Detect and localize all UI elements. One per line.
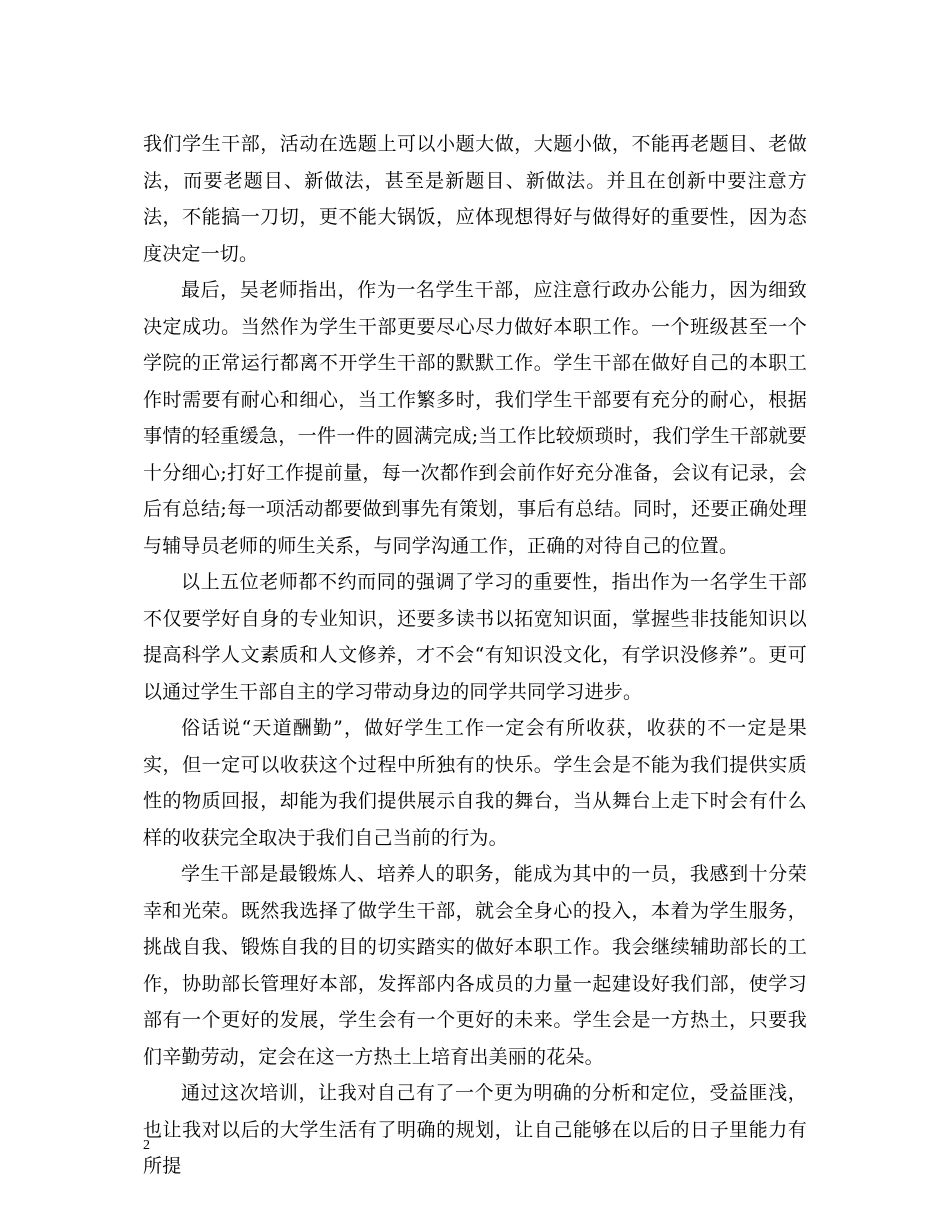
paragraph-2: 最后，吴老师指出，作为一名学生干部，应注意行政办公能力，因为细致决定成功。当然作为学生干部更要尽心尽力做好本职工作。一个班级甚至一个学院的正常运行都离不开学生干部的默默工作。学生干部在做好自己的本职工作时需要有耐心和细心，当工作繁多时，我们学生干部要有充分的耐心，根据事情的轻重缓急，一件一件的圆满完成;当工作比较烦琐时，我们学生干部就要十分细心;打好工作提前量，每一次都作到会前作好充分准备，会议有记录，会后有总结;每一项活动都要做到事先有策划，事后有总结。同时，还要正确处理与辅导员老师的师生关系，与同学沟通工作，正确的对待自己的位置。 [143, 279, 807, 557]
paragraph-3: 以上五位老师都不约而同的强调了学习的重要性，指出作为一名学生干部不仅要学好自身的专业知识，还要多读书以拓宽知识面，掌握些非技能知识以提高科学人文素质和人文修养，才不会“有知识没文化，有学识没修养”。更可以通过学生干部自主的学习带动身边的同学共同学习进步。 [143, 571, 807, 703]
document-body [143, 126, 807, 1185]
paragraph-5: 学生干部是最锻炼人、培养人的职务，能成为其中的一员，我感到十分荣幸和光荣。既然我选择了做学生干部，就会全身心的投入，本着为学生服务，挑战自我、锻炼自我的目的切实踏实的做好本职工作。我会继续辅助部长的工作，协助部长管理好本部，发挥部内各成员的力量一起建设好我们部，使学习部有一个更好的发展，学生会有一个更好的未来。学生会是一方热土，只要我们辛勤劳动，定会在这一方热土上培育出美丽的花朵。 [143, 863, 807, 1068]
paragraph-4: 俗话说“天道酬勤”，做好学生工作一定会有所收获，收获的不一定是果实，但一定可以收获这个过程中所独有的快乐。学生会是不能为我们提供实质性的物质回报，却能为我们提供展示自我的舞台，当从舞台上走下时会有什么样的收获完全取决于我们自己当前的行为。 [143, 717, 807, 849]
paragraph-1: 我们学生干部，活动在选题上可以小题大做，大题小做，不能再老题目、老做法，而要老题目、新做法，甚至是新题目、新做法。并且在创新中要注意方法，不能搞一刀切，更不能大锅饭，应体现想得好与做得好的重要性，因为态度决定一切。 [143, 133, 807, 265]
page-number: 2 [143, 1138, 150, 1153]
paragraph-6: 通过这次培训，让我对自己有了一个更为明确的分析和定位，受益匪浅，也让我对以后的大学生活有了明确的规划，让自己能够在以后的日子里能力有所提 [143, 1082, 807, 1177]
